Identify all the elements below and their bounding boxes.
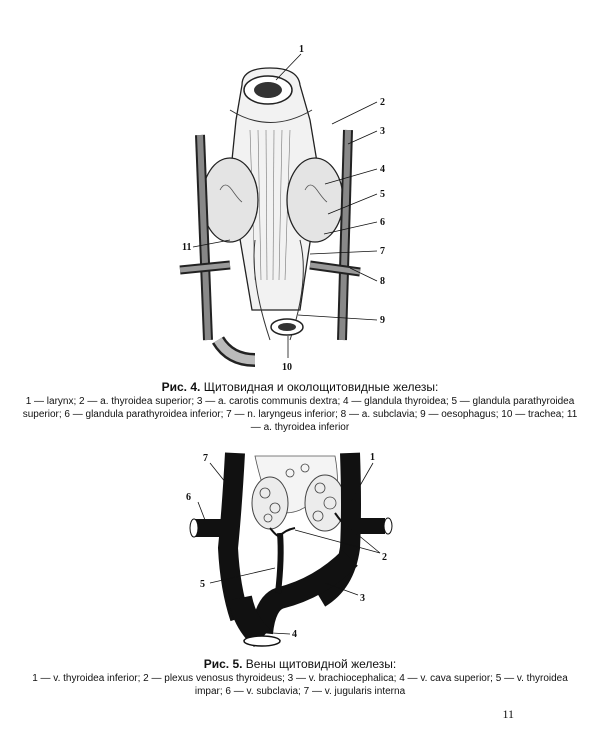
- figure-5-legend: 1 — v. thyroidea inferior; 2 — plexus venosus thyroideus; 3 — v. brachiocephalica; 4 — v. cava superior; 5 — v. thyroidea impar; 6 — v. subclavia; 7 — v. jugularis interna: [32, 673, 568, 697]
- page-number: 11: [502, 707, 514, 721]
- fig5-label-2: 2: [382, 552, 387, 563]
- fig4-label-10: 10: [282, 362, 292, 373]
- figure-4-legend: 1 — larynx; 2 — a. thyroidea superior; 3 — a. carotis communis dextra; 4 — glandula thyroidea; 5 — glandula parathyroidea superior; 6 — glandula parathyroidea inferior; 7 — n. laryngeus inferior; 8 — a. subclavia; 9 — oesophagus; 10 — trachea; 11 — a. thyroidea inferior: [22, 396, 578, 433]
- fig4-label-4: 4: [380, 164, 385, 175]
- fig4-label-7: 7: [380, 246, 385, 257]
- fig4-label-1: 1: [299, 44, 304, 55]
- figure-5-caption: [20, 657, 580, 698]
- figure-4-caption: [20, 380, 580, 434]
- fig5-label-4: 4: [292, 629, 297, 640]
- figure-5-illustration: [170, 448, 410, 653]
- fig4-label-9: 9: [380, 315, 385, 326]
- fig4-label-8: 8: [380, 276, 385, 287]
- fig4-label-5: 5: [380, 189, 385, 200]
- figure-4-illustration: [160, 40, 410, 380]
- fig5-label-5: 5: [200, 579, 205, 590]
- fig5-label-6: 6: [186, 492, 191, 503]
- figure-4-number: Рис. 4.: [161, 380, 201, 394]
- figure-4-title: Щитовидная и околощитовидные железы:: [203, 380, 439, 394]
- fig4-label-6: 6: [380, 217, 385, 228]
- fig5-label-1: 1: [370, 452, 375, 463]
- figure-5-number: Рис. 5.: [203, 657, 243, 671]
- fig5-label-7: 7: [203, 453, 208, 464]
- fig4-label-2: 2: [380, 97, 385, 108]
- fig5-label-3: 3: [360, 593, 365, 604]
- fig4-label-3: 3: [380, 126, 385, 137]
- figure-5-title: Вены щитовидной железы:: [245, 657, 397, 671]
- fig4-label-11: 11: [182, 242, 192, 253]
